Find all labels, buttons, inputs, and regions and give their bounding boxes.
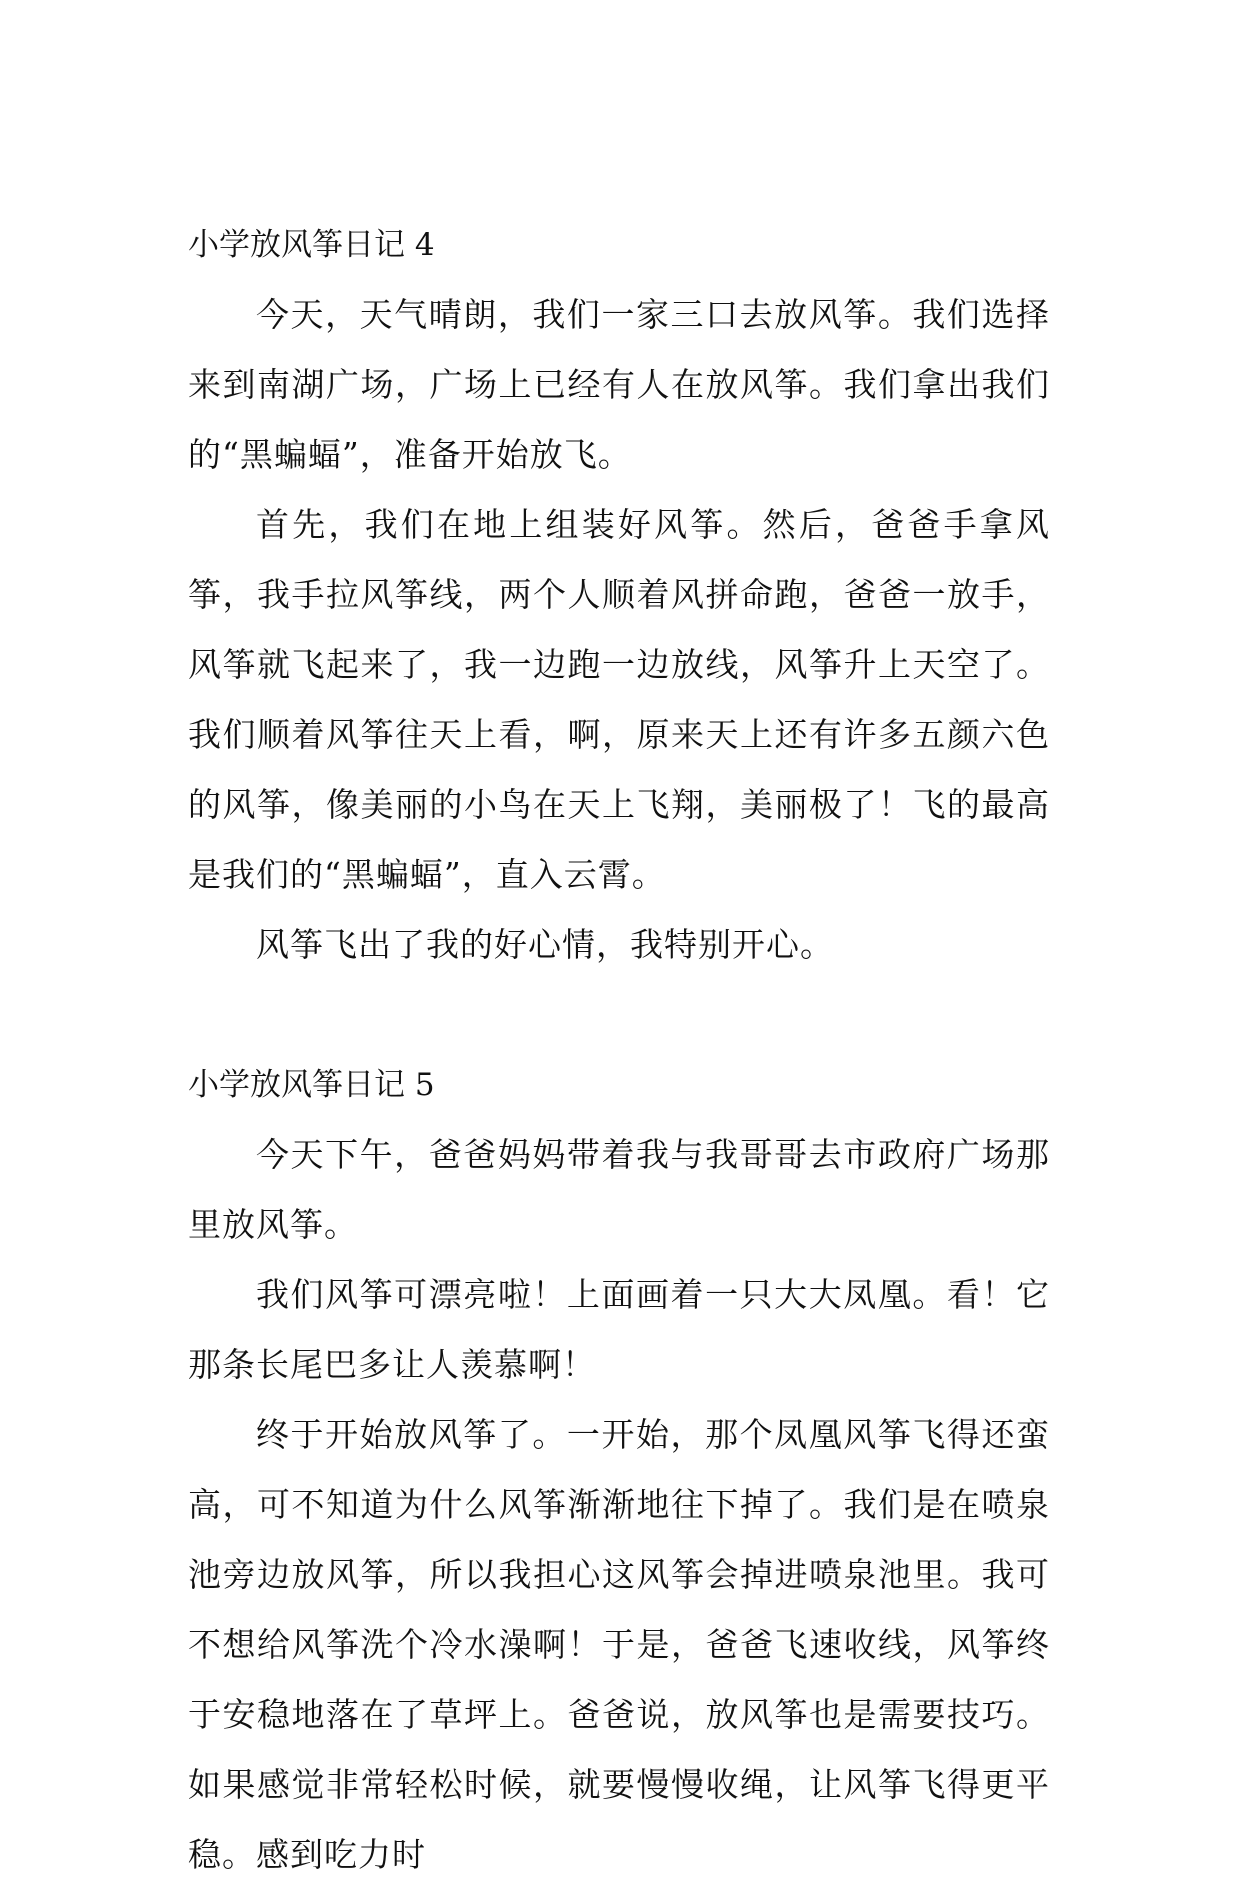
section-title: 小学放风筝日记 5 (188, 1067, 435, 1103)
paragraph: 终于开始放风筝了。一开始，那个凤凰风筝飞得还蛮高，可不知道为什么风筝渐渐地往下掉了。我们是在喷泉池旁边放风筝，所以我担心这风筝会掉进喷泉池里。我可不想给风筝洗个冷水澡啊！于是，爸爸飞速收线，风筝终于安稳地落在了草坪上。爸爸说，放风筝也是需要技巧。如果感觉非常轻松时候，就要慢慢收绳，让风筝飞得更平稳。感到吃力时 (188, 1415, 1050, 1874)
paragraph: 风筝飞出了我的好心情，我特别开心。 (256, 925, 834, 964)
paragraph: 我们风筝可漂亮啦！上面画着一只大大凤凰。看！它那条长尾巴多让人羡慕啊！ (188, 1275, 1050, 1384)
paragraph: 今天下午，爸爸妈妈带着我与我哥哥去市政府广场那里放风筝。 (188, 1135, 1050, 1244)
paragraph: 首先，我们在地上组装好风筝。然后，爸爸手拿风筝，我手拉风筝线，两个人顺着风拼命跑，爸爸一放手，风筝就飞起来了，我一边跑一边放线，风筝升上天空了。我们顺着风筝往天上看，啊，原来天上还有许多五颜六色的风筝，像美丽的小鸟在天上飞翔，美丽极了！飞的最高是我们的“黑蝙蝠”，直入云霄。 (188, 505, 1050, 894)
section-title: 小学放风筝日记 4 (188, 227, 435, 263)
diary-entry-5 (188, 1050, 1050, 1890)
paragraph: 今天，天气晴朗，我们一家三口去放风筝。我们选择来到南湖广场，广场上已经有人在放风筝。我们拿出我们的“黑蝙蝠”，准备开始放飞。 (188, 295, 1050, 474)
document-page (188, 210, 1050, 1890)
diary-entry-4 (188, 210, 1050, 980)
